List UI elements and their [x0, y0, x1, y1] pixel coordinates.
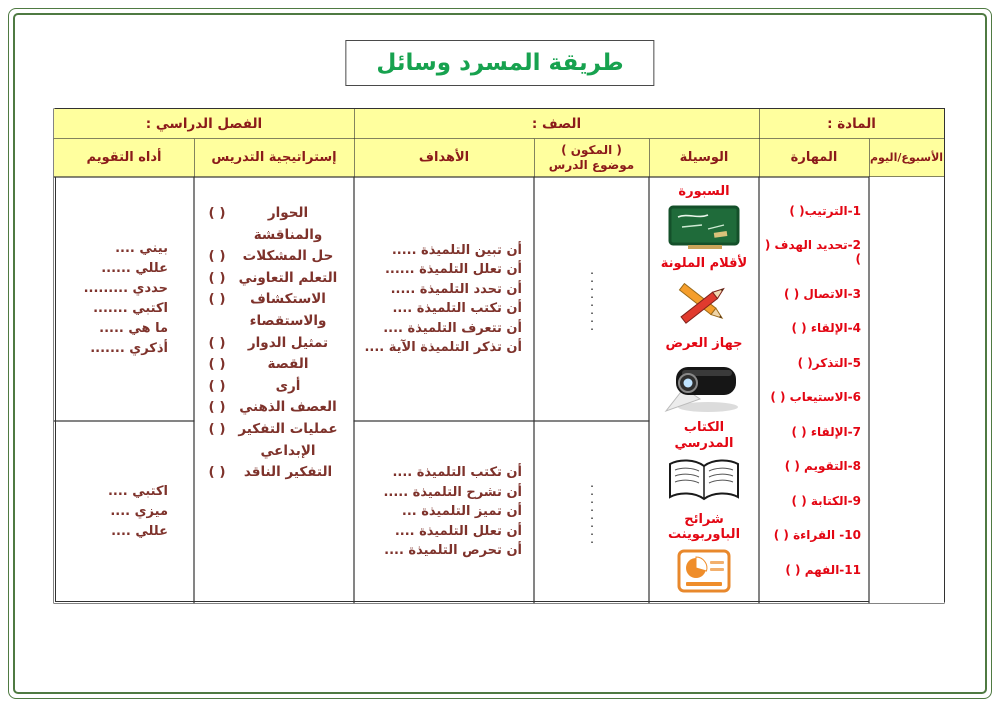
topic-cell-bottom	[534, 421, 649, 603]
column-header-evaluation: أداه التقويم	[54, 139, 194, 177]
skill-item: 6-الاستيعاب ( )	[770, 390, 861, 404]
evaluation-line: اكتبي .......	[93, 301, 168, 316]
media-label-book: الكتاب المدرسي	[674, 420, 734, 451]
media-label-powerpoint: شرائح الباوربوينت	[667, 511, 741, 543]
open-book-icon	[665, 456, 743, 506]
evaluation-list-bottom	[54, 421, 194, 603]
media-label-projector: جهاز العرض	[665, 336, 743, 351]
strategy-label-line2: والمناقشة	[253, 226, 323, 243]
media-cell	[649, 177, 759, 603]
evaluation-line: اكتبي ....	[107, 483, 168, 499]
objective-line: أن تميز التلميذة ...	[401, 504, 522, 520]
strategy-item	[202, 397, 344, 419]
colored-pencils-icon	[672, 277, 736, 331]
skills-list	[759, 177, 869, 603]
strategy-checkbox-paren: ( )	[208, 356, 226, 373]
evaluation-line: ميزي ....	[110, 503, 168, 519]
skill-item: 10- القراءة ( )	[773, 528, 861, 542]
topic-dots: ........	[587, 480, 597, 544]
column-header-media: الوسيلة	[649, 139, 759, 177]
column-header-objectives: الأهداف	[354, 139, 534, 177]
page-title-box	[345, 40, 654, 86]
evaluation-line: ما هي .....	[99, 321, 168, 337]
strategy-item	[202, 354, 344, 376]
strategy-label: القصة	[267, 356, 309, 373]
header-semester: الفصل الدراسي :	[54, 109, 354, 139]
strategy-list	[194, 177, 354, 603]
evaluation-line: بيني ....	[115, 240, 168, 256]
objectives-cell-top	[354, 177, 534, 421]
page-title: طريقة المسرد وسائل	[376, 50, 624, 76]
media-list	[649, 177, 759, 603]
strategy-label: التفكير الناقد	[243, 464, 333, 481]
objective-line: أن تكتب التلميذة ....	[392, 301, 522, 316]
strategy-item	[202, 333, 344, 355]
skill-item: 5-التذكر( )	[797, 355, 861, 370]
skill-item: 3-الاتصال ( )	[784, 286, 861, 301]
media-label-chalkboard: السبورة	[678, 184, 730, 199]
strategy-label: عمليات التفكير	[238, 420, 338, 437]
strategy-label: العصف الذهني	[239, 399, 337, 416]
strategy-checkbox-paren: ( )	[208, 291, 226, 308]
column-header-skill: المهارة	[759, 139, 869, 177]
strategy-label: الحوار	[267, 205, 309, 221]
objective-line: أن تبين التلميذة .....	[391, 242, 522, 258]
skill-item: 8-التقويم ( )	[784, 459, 861, 473]
objective-line: أن تعلل التلميذة ......	[384, 262, 522, 277]
topic-cell-top	[534, 177, 649, 421]
topic-dots: ........	[587, 267, 597, 331]
strategy-checkbox-paren: ( )	[208, 377, 226, 394]
column-header-topic: ( المكون ) موضوع الدرس	[534, 139, 649, 177]
header-subject: المادة :	[759, 109, 944, 139]
evaluation-list-top	[54, 177, 194, 421]
media-label-pencils: لأقلام الملونة	[660, 256, 748, 271]
skill-item: 2-تحديد الهدف ( )	[764, 238, 861, 266]
skills-cell	[759, 177, 869, 603]
skill-item: 4-الإلقاء ( )	[791, 321, 861, 335]
objectives-cell-bottom	[354, 421, 534, 603]
skill-item: 1-الترتيب( )	[789, 203, 861, 218]
skill-item: 7-الإلقاء ( )	[791, 424, 861, 439]
evaluation-line: عللي ......	[101, 260, 168, 276]
strategy-label-line2: والاستقصاء	[249, 312, 327, 329]
strategy-item	[202, 419, 344, 462]
strategy-item	[202, 268, 344, 290]
strategy-label: حل المشكلات	[242, 248, 334, 265]
objective-line: أن تحرص التلميذة ....	[384, 543, 522, 559]
strategy-checkbox-paren: ( )	[208, 399, 226, 416]
strategy-label: تمثيل الدوار	[247, 334, 329, 351]
lesson-plan-table	[55, 108, 945, 602]
objective-line: أن تحدد التلميذة .....	[390, 281, 522, 297]
evaluation-cell-bottom	[54, 421, 194, 603]
strategy-item	[202, 246, 344, 268]
projector-icon	[664, 357, 744, 415]
objectives-list-bottom	[354, 421, 534, 603]
week-day-cell	[869, 177, 944, 603]
column-header-strategy: إستراتيجية التدريس	[194, 139, 354, 177]
strategy-checkbox-paren: ( )	[208, 420, 226, 437]
strategy-label: الاستكشاف	[250, 291, 326, 308]
strategy-item	[202, 376, 344, 398]
powerpoint-icon	[676, 548, 732, 596]
strategy-checkbox-paren: ( )	[208, 248, 226, 265]
strategy-item	[202, 289, 344, 332]
strategy-label: أرى	[275, 377, 301, 394]
strategy-label-line2: الإبداعي	[260, 442, 316, 459]
strategy-cell	[194, 177, 354, 603]
strategy-checkbox-paren: ( )	[208, 464, 226, 481]
strategy-item	[202, 203, 344, 246]
evaluation-line: عللي ....	[111, 524, 168, 540]
strategy-item	[202, 462, 344, 484]
strategy-checkbox-paren: ( )	[208, 334, 226, 351]
evaluation-cell-top	[54, 177, 194, 421]
objective-line: أن تكتب التلميذة ....	[392, 465, 522, 481]
objective-line: أن تتعرف التلميذة ....	[383, 320, 522, 336]
strategy-checkbox-paren: ( )	[208, 269, 226, 286]
column-header-week: الأسبوع/اليوم	[869, 139, 944, 177]
skill-item: 11-الفهم ( )	[785, 562, 861, 577]
objectives-list-top	[354, 177, 534, 421]
objective-line: أن تذكر التلميذة الآية ....	[364, 340, 522, 355]
evaluation-line: أذكري .......	[90, 341, 168, 357]
objective-line: أن تعلل التلميذة ....	[394, 523, 522, 539]
strategy-label: التعلم التعاوني	[238, 269, 338, 286]
skill-item: 9-الكتابة ( )	[791, 493, 861, 508]
chalkboard-icon	[668, 205, 740, 251]
evaluation-line: حددي .........	[83, 280, 168, 296]
objective-line: أن تشرح التلميذة .....	[383, 484, 522, 500]
strategy-checkbox-paren: ( )	[208, 205, 226, 221]
header-class: الصف :	[354, 109, 759, 139]
